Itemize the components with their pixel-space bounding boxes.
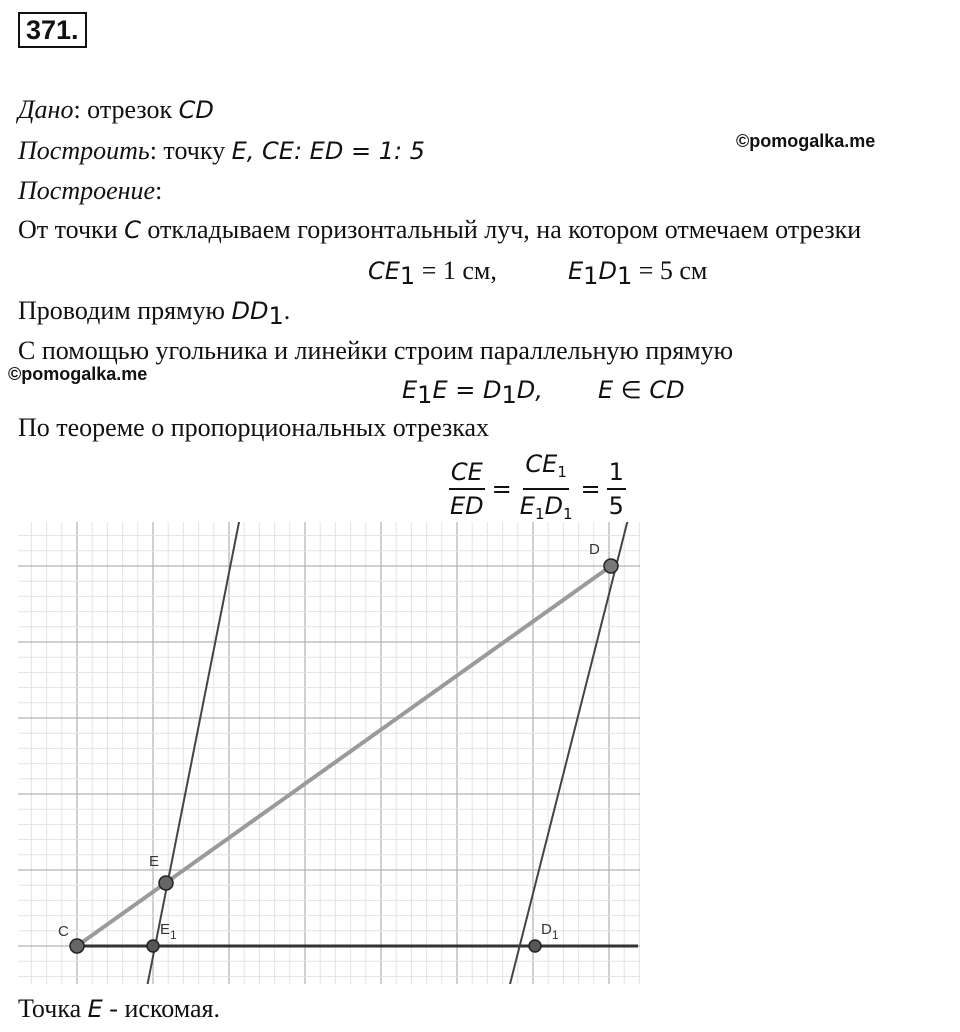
fraction-1: [448, 458, 486, 520]
watermark-left: ©pomogalka.me: [8, 364, 148, 384]
point-c: [70, 939, 84, 953]
label-e1-letter: E: [160, 921, 171, 938]
fraction-1-den: ED: [450, 492, 484, 520]
given-segment: CD: [178, 96, 214, 124]
step1-suffix: откладываем горизонтальный луч, на котором отмечаем отрезки: [140, 215, 862, 244]
ce1-symbol: CE: [368, 257, 400, 285]
e1d1-a-sub: 1: [583, 262, 599, 290]
step2-line-name: DD: [231, 297, 269, 325]
problem-number: 371.: [18, 12, 87, 48]
step4-line: По теореме о пропорциональных отрезках: [18, 413, 490, 442]
point-e: [159, 876, 173, 890]
construct-line: [18, 136, 425, 166]
given-line: [18, 95, 214, 125]
segments-line-2: [568, 256, 707, 291]
ce1-sub: 1: [399, 262, 416, 290]
given-text: : отрезок: [73, 95, 179, 124]
fraction-1-num: CE: [449, 458, 485, 490]
grid: [18, 522, 640, 984]
point-e1: [147, 940, 159, 952]
given-label: Дано: [18, 95, 74, 124]
watermark-top: ©pomogalka.me: [736, 131, 876, 151]
fraction-3-den: 5: [608, 492, 624, 520]
construct-label: Построить: [18, 136, 150, 165]
segment-cd: [77, 566, 611, 946]
fraction-2-den-b: D: [544, 492, 563, 520]
fraction-2-num-sub: 1: [557, 463, 567, 481]
step1-prefix: От точки: [18, 215, 125, 244]
step2-prefix: Проводим прямую: [18, 296, 232, 325]
fraction-2-num: [523, 450, 568, 490]
parallel-member: [598, 375, 685, 405]
label-c: C: [58, 923, 69, 940]
equals-2: =: [580, 475, 601, 503]
step2-line-sub: 1: [268, 302, 284, 330]
fraction-2: [518, 450, 575, 528]
label-e1-sub: 1: [170, 928, 177, 942]
fraction-2-den-a: E: [519, 492, 535, 520]
e1d1-a: E: [568, 257, 584, 285]
parallel-c: D,: [516, 376, 543, 404]
conclusion-point: E: [87, 995, 103, 1023]
label-d: D: [589, 541, 600, 558]
construct-expr: E, CE: ED = 1: 5: [231, 137, 425, 165]
parallel-a-sub: 1: [417, 381, 433, 409]
label-d1-letter: D: [541, 921, 552, 938]
equals-1: =: [491, 475, 512, 503]
step2-suffix: .: [283, 296, 291, 325]
step1-point: C: [124, 216, 141, 244]
e1d1-b-sub: 1: [616, 262, 633, 290]
point-d1: [529, 940, 541, 952]
construction-colon: :: [155, 176, 163, 205]
step3-line: С помощью угольника и линейки строим параллельную прямую: [18, 336, 734, 365]
construction-figure: [18, 522, 640, 984]
parallel-line: [402, 375, 543, 410]
construction-label: Построение: [18, 176, 156, 205]
fraction-2-num-text: CE: [525, 450, 558, 478]
e1d1-value: = 5 см: [632, 256, 708, 285]
fraction-2-den-a-sub: 1: [534, 505, 545, 523]
e1d1-b: D: [598, 257, 617, 285]
fraction-2-den-b-sub: 1: [562, 505, 573, 523]
construction-heading: [18, 176, 162, 206]
parallel-member-text: E ∈ CD: [598, 376, 685, 404]
parallel-b: E = D: [432, 376, 502, 404]
parallel-a: E: [402, 376, 418, 404]
label-d1: [541, 921, 559, 942]
label-d1-sub: 1: [551, 928, 559, 942]
parallel-b-sub: 1: [501, 381, 517, 409]
construct-text: : точку: [149, 136, 232, 165]
step2-line: [18, 296, 290, 331]
label-e: E: [149, 853, 160, 870]
conclusion-suffix: - искомая.: [102, 994, 220, 1023]
fraction-3: [607, 458, 626, 520]
segments-line: [368, 256, 497, 291]
fraction-3-num: 1: [607, 458, 626, 490]
fraction-equation: [448, 450, 626, 528]
conclusion-prefix: Точка: [18, 994, 88, 1023]
point-d: [604, 559, 618, 573]
step1-line: [18, 215, 861, 245]
conclusion-line: [18, 994, 220, 1024]
ce1-value: = 1 см,: [415, 256, 497, 285]
